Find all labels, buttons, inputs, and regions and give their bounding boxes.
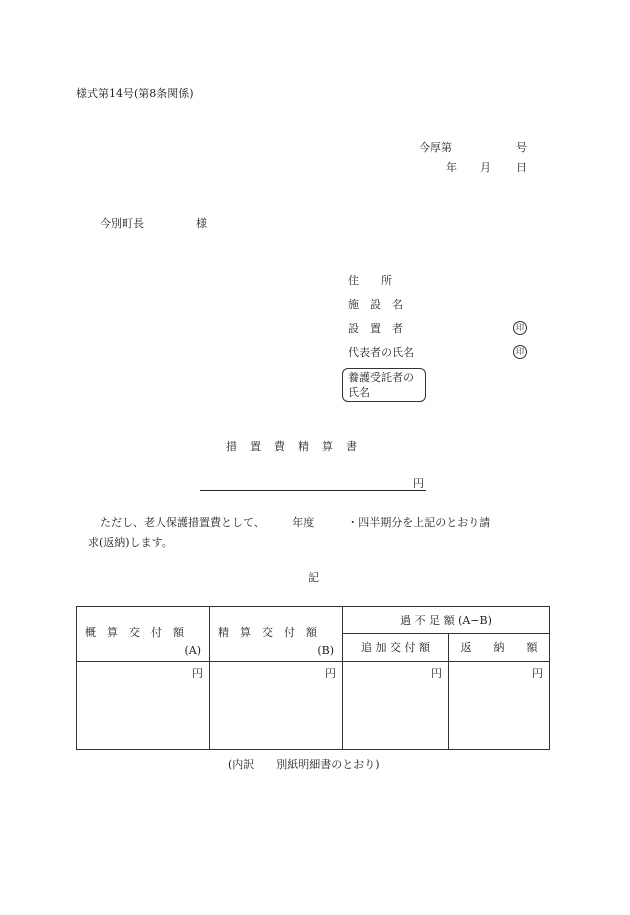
body-text-line1: ただし、老人保護措置費として、 年度 ・四半期分を上記のとおり請 (100, 516, 491, 529)
header-cell-a (77, 607, 210, 662)
sender-installer-label: 設 置 者 (348, 322, 403, 335)
col-a-label: 概 算 交 付 額 (85, 626, 184, 639)
date-day: 日 (516, 161, 527, 174)
date-year: 年 (446, 161, 457, 174)
col-add-label: 追 加 交 付 額 (361, 641, 430, 655)
addressee-honorific: 様 (196, 217, 207, 230)
sender-representative-label: 代表者の氏名 (348, 346, 414, 359)
header-cell-b (210, 607, 343, 662)
col-return-label: 返 納 額 (460, 641, 538, 655)
date-month: 月 (480, 161, 491, 174)
document-number-label: 今厚第 (419, 141, 452, 154)
settlement-table (76, 606, 550, 750)
addressee-name: 今別町長 (100, 217, 144, 230)
value-cell-b[interactable] (210, 662, 343, 750)
value-cell-add[interactable] (343, 662, 449, 750)
value-cell-a[interactable] (77, 662, 210, 750)
header-cell-return (449, 633, 550, 661)
document-number-suffix: 号 (516, 141, 527, 154)
header-cell-diff (343, 607, 550, 634)
unit-label: 円 (532, 667, 543, 680)
amount-unit: 円 (413, 477, 424, 490)
installer-seal-mark: 印 (513, 321, 527, 335)
amount-underline (200, 490, 426, 491)
document-title: 措 置 費 精 算 書 (226, 440, 358, 453)
unit-label: 円 (192, 667, 203, 680)
footnote: (内訳 別紙明細書のとおり) (228, 758, 380, 771)
ki-heading: 記 (308, 571, 319, 584)
sender-facility-label: 施 設 名 (348, 298, 403, 311)
col-b-sub: (B) (317, 644, 334, 657)
trustee-label-line2: 氏名 (348, 386, 370, 399)
sender-address-label: 住 所 (348, 274, 392, 287)
representative-seal-mark: 印 (513, 345, 527, 359)
trustee-label-line1: 養護受託者の (348, 371, 414, 384)
col-a-sub: (A) (184, 644, 201, 657)
value-cell-return[interactable] (449, 662, 550, 750)
form-number: 様式第14号(第8条関係) (76, 87, 194, 100)
unit-label: 円 (431, 667, 442, 680)
header-cell-add (343, 633, 449, 661)
body-text-line2: 求(返納)します。 (88, 536, 173, 549)
unit-label: 円 (325, 667, 336, 680)
col-b-label: 精 算 交 付 額 (218, 626, 317, 639)
col-diff-label: 過 不 足 額 (A−B) (400, 613, 492, 627)
